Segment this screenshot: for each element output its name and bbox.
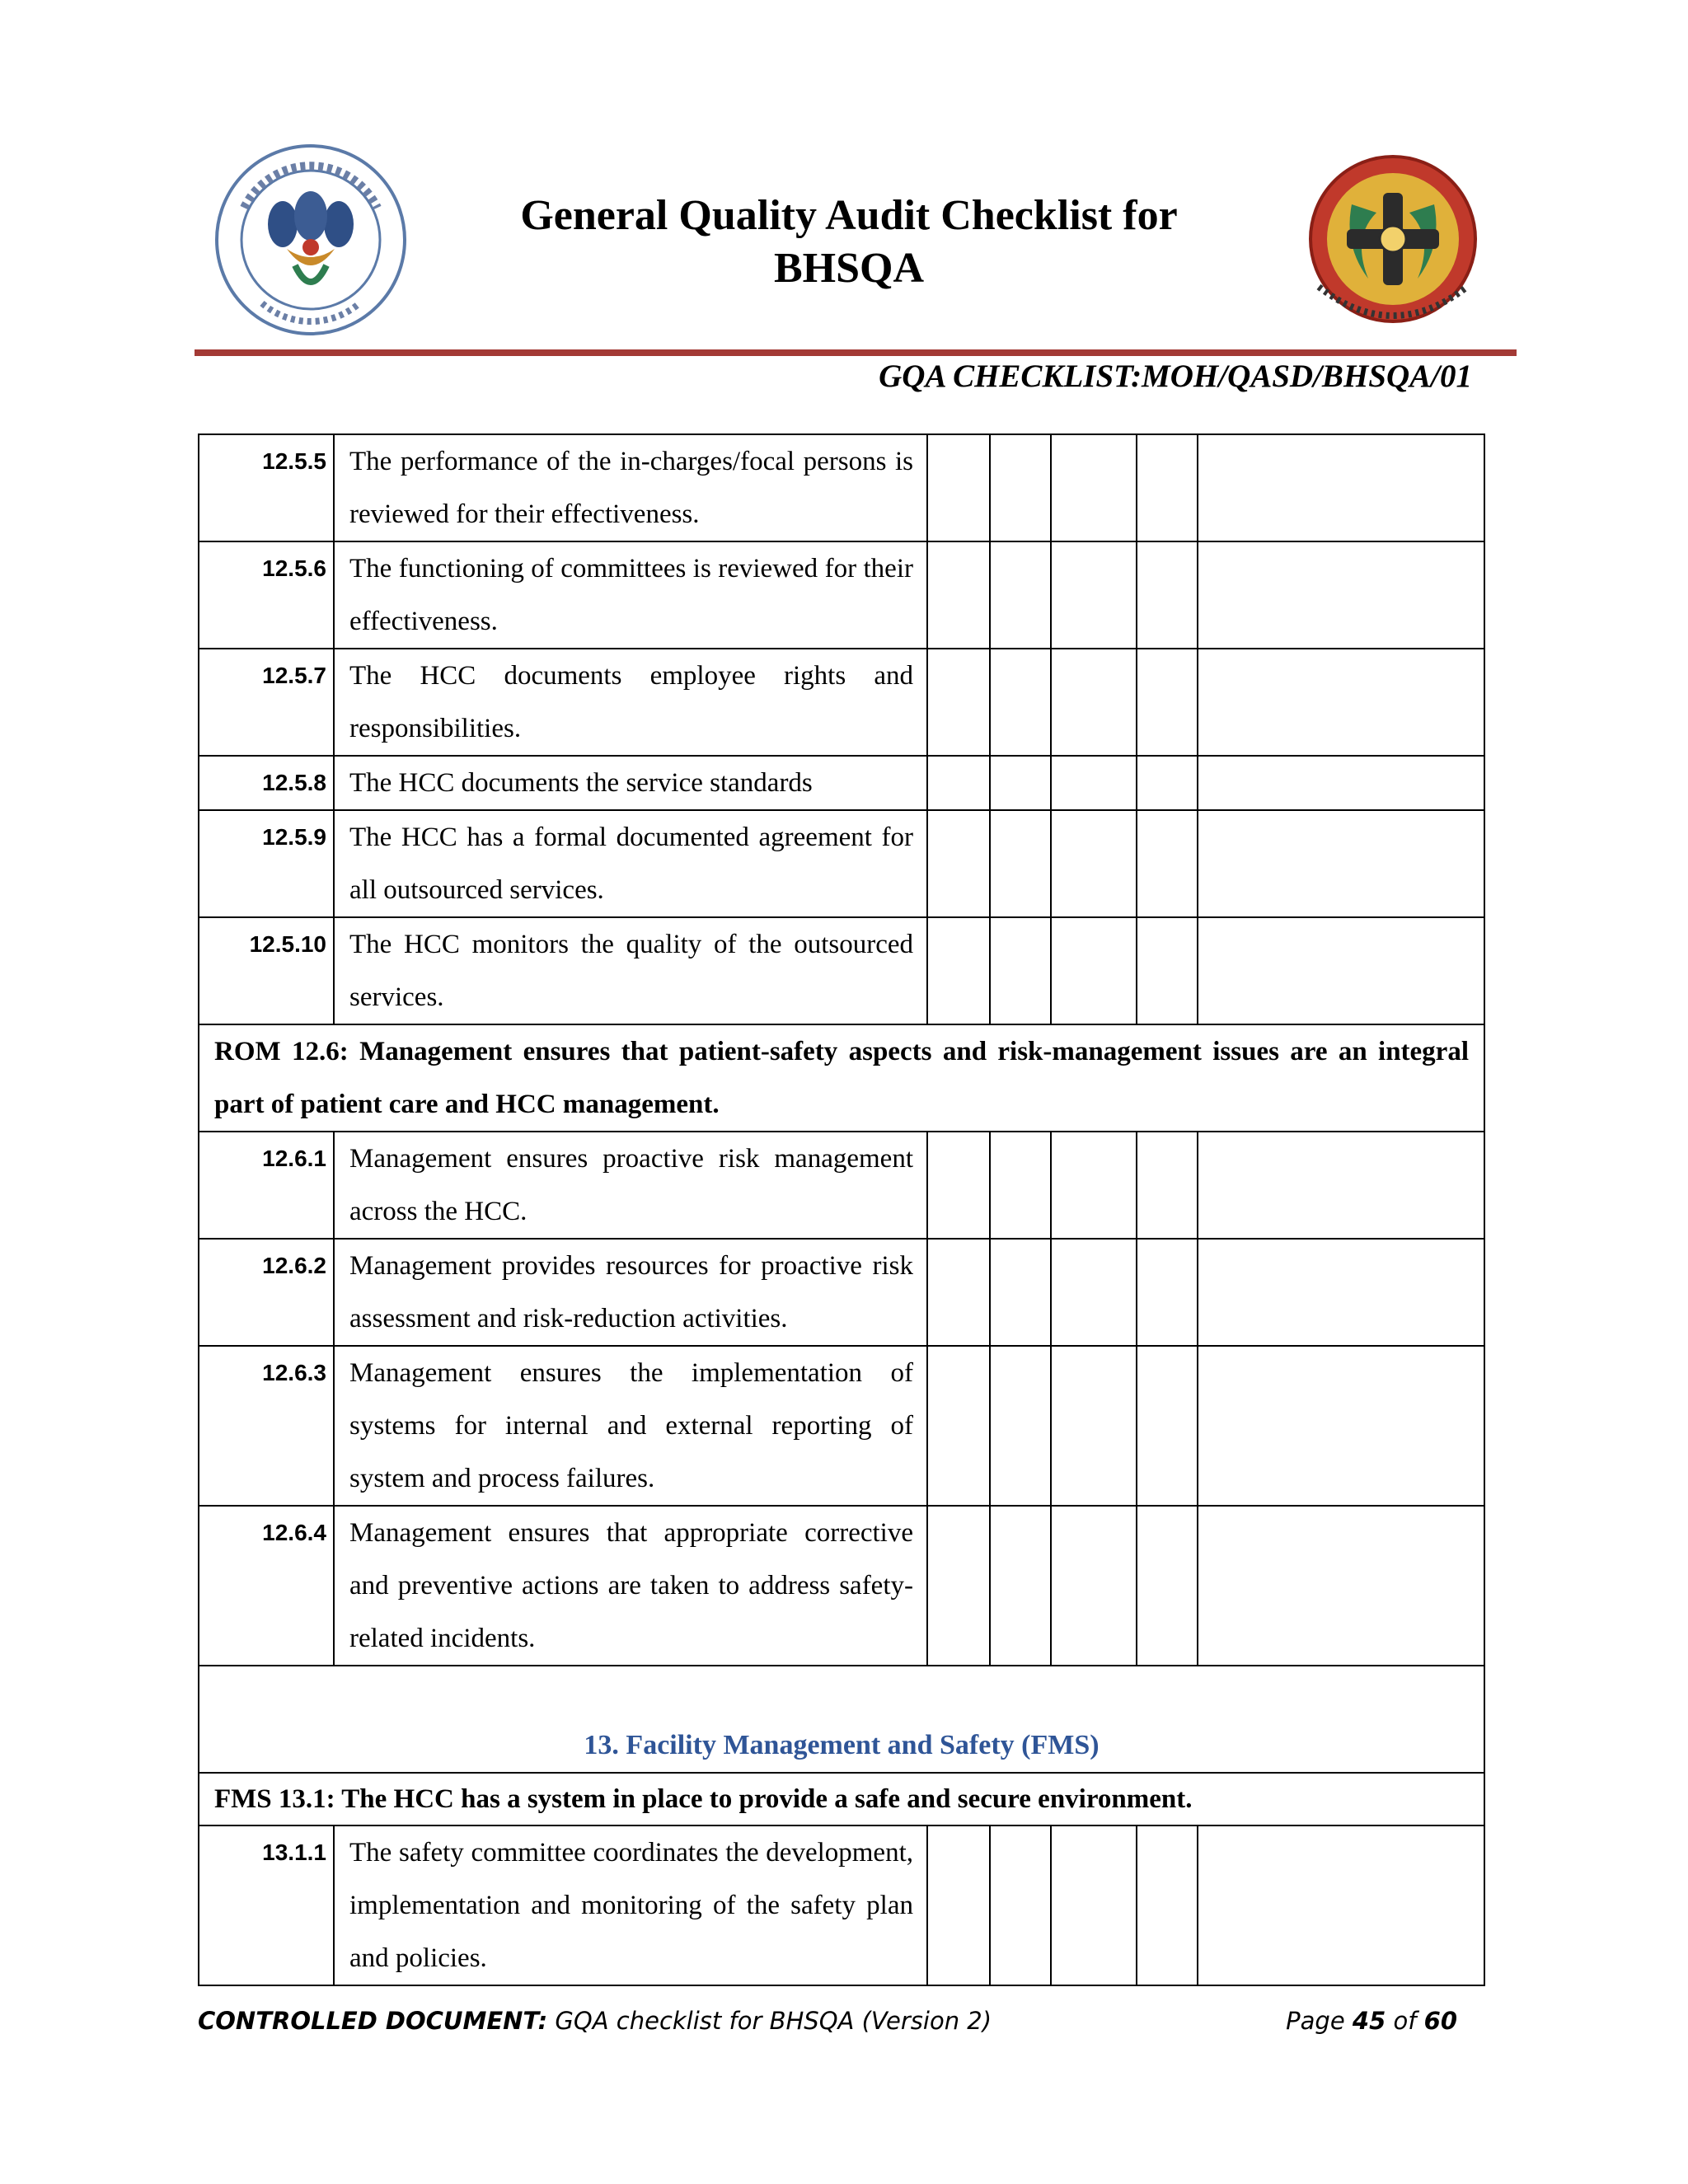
current-page: 45: [1352, 2007, 1386, 2035]
score-cell[interactable]: [1051, 1239, 1137, 1346]
remarks-cell[interactable]: [1198, 1239, 1484, 1346]
table-row: [199, 917, 1484, 1024]
table-row: [199, 1239, 1484, 1346]
remarks-cell[interactable]: [1198, 1506, 1484, 1666]
national-emblem-logo: [1294, 147, 1492, 344]
score-cell[interactable]: [927, 917, 990, 1024]
score-cell[interactable]: [990, 1132, 1051, 1239]
score-cell[interactable]: [1137, 649, 1198, 756]
table-row: [199, 649, 1484, 756]
section-heading-fms: 13. Facility Management and Safety (FMS): [199, 1666, 1484, 1773]
criterion-number: 12.5.8: [199, 756, 334, 810]
score-cell[interactable]: [990, 1825, 1051, 1985]
table-row: [199, 541, 1484, 649]
score-cell[interactable]: [1137, 541, 1198, 649]
criterion-text: Management ensures that appropriate corrective and preventive actions are taken to address safety-related incidents.: [334, 1506, 927, 1666]
score-cell[interactable]: [990, 1239, 1051, 1346]
total-pages: 60: [1423, 2007, 1457, 2035]
score-cell[interactable]: [1051, 917, 1137, 1024]
criterion-number: 13.1.1: [199, 1825, 334, 1985]
title-line-2: BHSQA: [773, 245, 925, 292]
criterion-number: 12.5.6: [199, 541, 334, 649]
document-title: [429, 190, 1269, 295]
criterion-text: The HCC monitors the quality of the outsourced services.: [334, 917, 927, 1024]
criterion-number: 12.6.4: [199, 1506, 334, 1666]
score-cell[interactable]: [990, 541, 1051, 649]
remarks-cell[interactable]: [1198, 1346, 1484, 1506]
criterion-text: The HCC has a formal documented agreement for all outsourced services.: [334, 810, 927, 917]
score-cell[interactable]: [1051, 434, 1137, 541]
score-cell[interactable]: [927, 810, 990, 917]
criterion-number: 12.6.1: [199, 1132, 334, 1239]
table-row: [199, 810, 1484, 917]
criterion-number: 12.5.5: [199, 434, 334, 541]
score-cell[interactable]: [927, 756, 990, 810]
page-word: Page: [1286, 2007, 1353, 2035]
score-cell[interactable]: [990, 649, 1051, 756]
remarks-cell[interactable]: [1198, 434, 1484, 541]
criterion-text: The HCC documents employee rights and responsibilities.: [334, 649, 927, 756]
audit-checklist-table: [198, 434, 1485, 1986]
score-cell[interactable]: [990, 1506, 1051, 1666]
score-cell[interactable]: [990, 917, 1051, 1024]
remarks-cell[interactable]: [1198, 541, 1484, 649]
score-cell[interactable]: [927, 649, 990, 756]
score-cell[interactable]: [1051, 541, 1137, 649]
of-word: of: [1386, 2007, 1424, 2035]
score-cell[interactable]: [927, 1346, 990, 1506]
ministry-seal-logo: [213, 142, 409, 338]
criterion-text: Management provides resources for proactive risk assessment and risk-reduction activities.: [334, 1239, 927, 1346]
score-cell[interactable]: [1137, 1346, 1198, 1506]
remarks-cell[interactable]: [1198, 1825, 1484, 1985]
score-cell[interactable]: [1051, 1346, 1137, 1506]
score-cell[interactable]: [990, 434, 1051, 541]
score-cell[interactable]: [1051, 1132, 1137, 1239]
table-row: [199, 434, 1484, 541]
criterion-number: 12.6.2: [199, 1239, 334, 1346]
score-cell[interactable]: [927, 434, 990, 541]
score-cell[interactable]: [990, 810, 1051, 917]
score-cell[interactable]: [1137, 1506, 1198, 1666]
criterion-number: 12.5.9: [199, 810, 334, 917]
criterion-text: The functioning of committees is reviewed for their effectiveness.: [334, 541, 927, 649]
document-code: GQA CHECKLIST:MOH/QASD/BHSQA/01: [879, 359, 1472, 394]
score-cell[interactable]: [1051, 1506, 1137, 1666]
page-number: [1286, 2004, 1457, 2037]
score-cell[interactable]: [1051, 1825, 1137, 1985]
score-cell[interactable]: [927, 1506, 990, 1666]
criterion-text: The safety committee coordinates the development, implementation and monitoring of the safety plan and policies.: [334, 1825, 927, 1985]
score-cell[interactable]: [1137, 1132, 1198, 1239]
criterion-number: 12.6.3: [199, 1346, 334, 1506]
table-row: [199, 1132, 1484, 1239]
score-cell[interactable]: [927, 1239, 990, 1346]
section-heading-row: [199, 1666, 1484, 1773]
criterion-text: The performance of the in-charges/focal persons is reviewed for their effectiveness.: [334, 434, 927, 541]
score-cell[interactable]: [1137, 917, 1198, 1024]
score-cell[interactable]: [990, 1346, 1051, 1506]
score-cell[interactable]: [1051, 649, 1137, 756]
remarks-cell[interactable]: [1198, 1132, 1484, 1239]
remarks-cell[interactable]: [1198, 756, 1484, 810]
standard-row: [199, 1024, 1484, 1132]
score-cell[interactable]: [927, 1132, 990, 1239]
remarks-cell[interactable]: [1198, 917, 1484, 1024]
remarks-cell[interactable]: [1198, 649, 1484, 756]
table-row: [199, 1506, 1484, 1666]
title-line-1: General Quality Audit Checklist for: [520, 192, 1178, 239]
standard-rom-12-6: ROM 12.6: Management ensures that patient-safety aspects and risk-management issues are an integral part of patient care and HCC management.: [199, 1024, 1484, 1132]
score-cell[interactable]: [1137, 1825, 1198, 1985]
criterion-number: 12.5.7: [199, 649, 334, 756]
table-row: [199, 1346, 1484, 1506]
score-cell[interactable]: [1137, 1239, 1198, 1346]
criterion-text: The HCC documents the service standards: [334, 756, 927, 810]
score-cell[interactable]: [1051, 810, 1137, 917]
score-cell[interactable]: [1137, 810, 1198, 917]
criterion-text: Management ensures the implementation of systems for internal and external reporting of system and process failures.: [334, 1346, 927, 1506]
table-row: [199, 1825, 1484, 1985]
remarks-cell[interactable]: [1198, 810, 1484, 917]
score-cell[interactable]: [1137, 756, 1198, 810]
standard-row: [199, 1773, 1484, 1825]
footer-document-name: GQA checklist for BHSQA (Version 2): [547, 2007, 992, 2035]
score-cell[interactable]: [990, 756, 1051, 810]
score-cell[interactable]: [1051, 756, 1137, 810]
score-cell[interactable]: [927, 541, 990, 649]
footer-controlled-label: CONTROLLED DOCUMENT:: [198, 2007, 548, 2035]
criterion-number: 12.5.10: [199, 917, 334, 1024]
table-row: [199, 756, 1484, 810]
criterion-text: Management ensures proactive risk management across the HCC.: [334, 1132, 927, 1239]
standard-fms-13-1: FMS 13.1: The HCC has a system in place to provide a safe and secure environment.: [199, 1773, 1484, 1825]
score-cell[interactable]: [1137, 434, 1198, 541]
score-cell[interactable]: [927, 1825, 990, 1985]
footer-document-label: [198, 2004, 992, 2037]
